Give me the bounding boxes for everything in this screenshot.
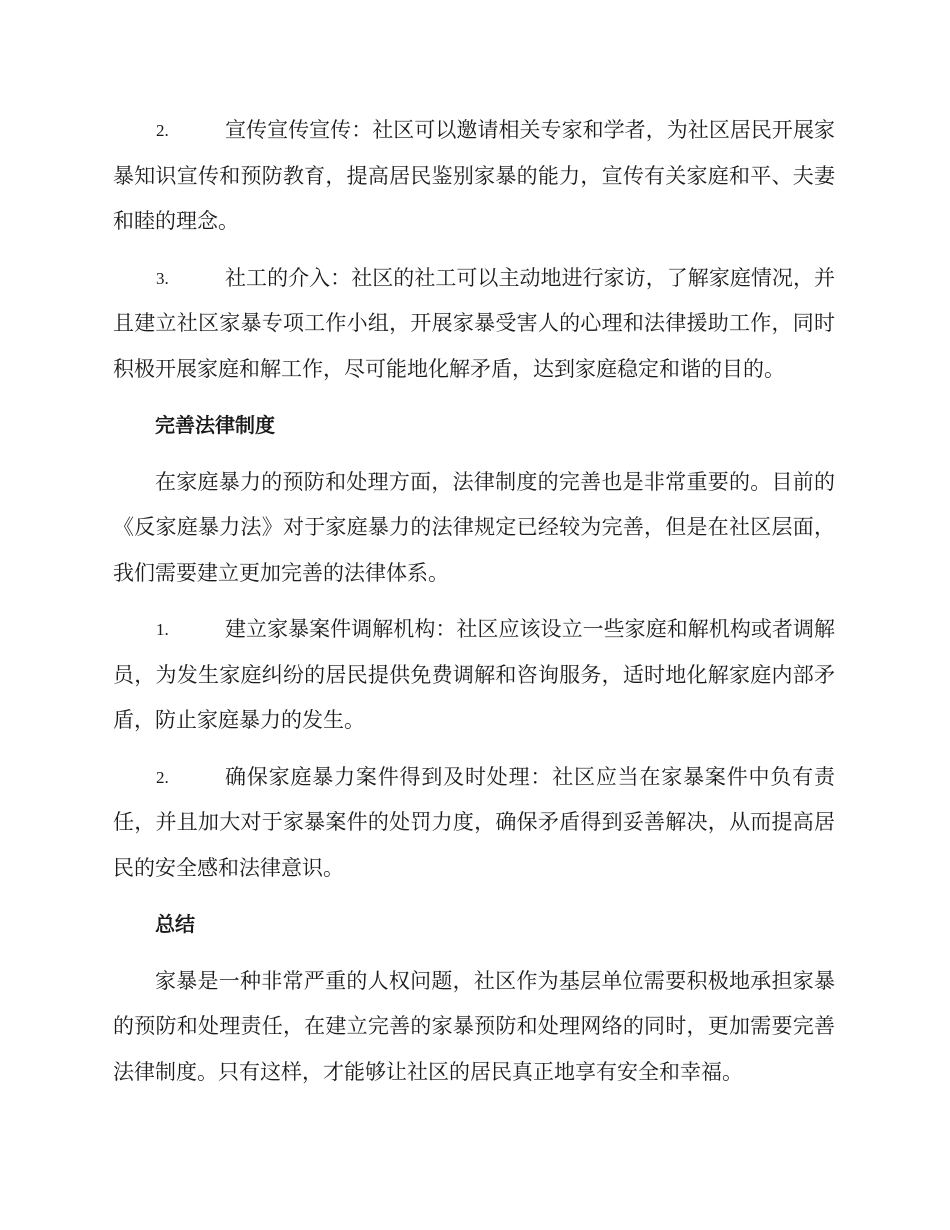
list-number: 2. <box>156 121 169 140</box>
body-paragraph-summary: 家暴是一种非常严重的人权问题，社区作为基层单位需要积极地承担家暴的预防和处理责任，在建立完善的家暴预防和处理网络的同时，更加需要完善法律制度。只有这样，才能够让社区的居民真正地享有安全和幸福。 <box>113 968 835 1084</box>
list-number: 3. <box>156 268 169 288</box>
list-item-text: 宣传宣传宣传：社区可以邀请相关专家和学者，为社区居民开展家暴知识宣传和预防教育，提高居民鉴别家暴的能力，宣传有关家庭和平、夫妻和睦的理念。 <box>113 118 835 233</box>
body-paragraph-legal: 在家庭暴力的预防和处理方面，法律制度的完善也是非常重要的。目前的《反家庭暴力法》对于家庭暴力的法律规定已经较为完善，但是在社区层面，我们需要建立更加完善的法律体系。 <box>113 469 835 585</box>
section-heading-legal-system: 完善法律制度 <box>155 413 275 437</box>
list-item-mediation <box>113 607 835 744</box>
section-heading-summary: 总结 <box>155 912 195 936</box>
list-item-text: 社工的介入：社区的社工可以主动地进行家访，了解家庭情况，并且建立社区家暴专项工作小组，开展家暴受害人的心理和法律援助工作，同时积极开展家庭和解工作，尽可能地化解矛盾，达到家庭稳定和谐的目的。 <box>113 265 835 381</box>
list-item-timely-handling <box>113 755 835 892</box>
list-number: 1. <box>156 620 169 639</box>
list-item-text: 确保家庭暴力案件得到及时处理：社区应当在家暴案件中负有责任，并且加大对于家暴案件的处罚力度，确保矛盾得到妥善解决，从而提高居民的安全感和法律意识。 <box>113 764 835 880</box>
list-number: 2. <box>156 767 169 787</box>
list-item-text: 建立家暴案件调解机构：社区应该设立一些家庭和解机构或者调解员，为发生家庭纠纷的居民提供免费调解和咨询服务，适时地化解家庭内部矛盾，防止家庭暴力的发生。 <box>113 617 835 732</box>
list-item-social-worker <box>113 256 835 393</box>
document-content <box>113 108 835 1106</box>
list-item-publicity <box>113 108 835 245</box>
